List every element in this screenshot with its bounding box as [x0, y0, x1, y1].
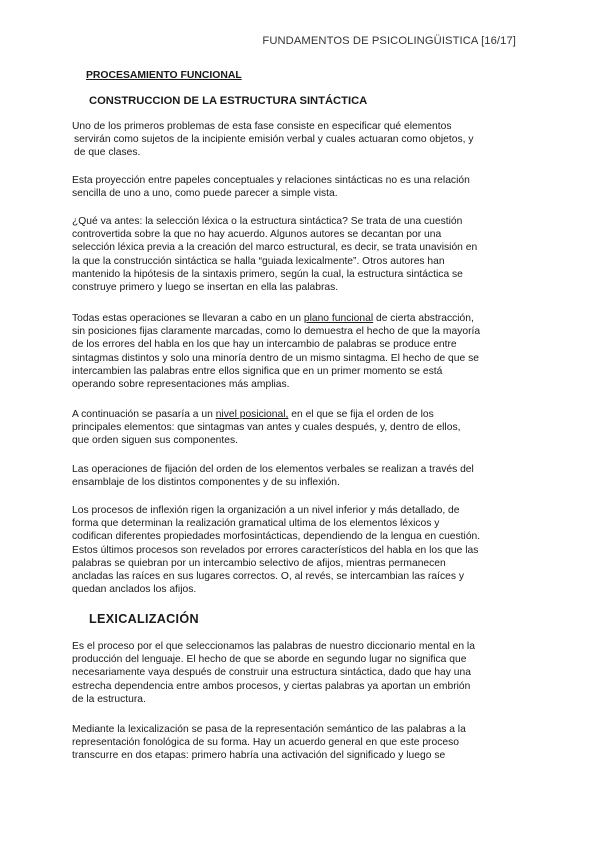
- paragraph-6: [72, 463, 532, 489]
- paragraph-line: Esta proyección entre papeles conceptuales y relaciones sintácticas no es una relación: [72, 175, 470, 186]
- paragraph-line: mantenido la hipótesis de la sintaxis primero, según la cual, la estructura sintáctica se: [72, 268, 463, 280]
- paragraph-line: que orden siguen sus componentes.: [72, 435, 239, 447]
- paragraph-line: necesariamente vaya después de construir una estructura sintáctica, dado que hay una: [72, 667, 471, 679]
- running-header: FUNDAMENTOS DE PSICOLINGÜISTICA [16/17]: [262, 35, 516, 47]
- paragraph-line: principales elementos: que sintagmas van antes y cuales después, y, dentro de ellos,: [72, 422, 461, 434]
- term-nivel-posicional: nivel posicional,: [215, 409, 289, 420]
- paragraph-line: Es el proceso por el que seleccionamos las palabras de nuestro diccionario mental en la: [72, 641, 475, 652]
- paragraph-text: de cierta abstracción,: [373, 313, 474, 324]
- paragraph-line: representación fonológica de su forma. Hay un acuerdo general en que este proceso: [72, 737, 459, 749]
- paragraph-line: ¿Qué va antes: la selección léxica o la estructura sintáctica? Se trata de una cuestión: [72, 216, 463, 227]
- paragraph-line: de la estructura.: [72, 693, 146, 705]
- lexicalizacion-paragraph-2: [72, 723, 532, 763]
- paragraph-line: palabras se quiebran por un intercambio selectivo de afijos, mientras permanecen: [72, 557, 446, 569]
- paragraph-line: Los procesos de inflexión rigen la organización a un nivel inferior y más detallado, de: [72, 505, 460, 516]
- section-heading: PROCESAMIENTO FUNCIONAL: [86, 70, 242, 81]
- paragraph-line: [72, 408, 532, 421]
- paragraph-7: [72, 504, 532, 596]
- paragraph-line: producción del lenguaje. El hecho de que se aborde en segundo lugar no significa que: [72, 654, 467, 666]
- paragraph-line: la que la construcción sintáctica se halla “guiada lexicalmente”. Otros autores han: [72, 255, 445, 267]
- paragraph-line: de que clases.: [74, 147, 141, 159]
- paragraph-text: Todas estas operaciones se llevaran a cabo en un: [72, 313, 304, 324]
- paragraph-line: intercambien las palabras entre ellos significa que en un primer momento se está: [72, 365, 443, 377]
- paragraph-line: sintagmas distintos y solo una minoría dentro de un mismo sintagma. El hecho de que se: [72, 352, 479, 364]
- paragraph-5: [72, 408, 532, 448]
- paragraph-4: [72, 312, 532, 391]
- paragraph-text: en el que se fija el orden de los: [288, 409, 434, 420]
- paragraph-line: controvertida sobre la que no hay acuerdo. Algunos autores se decantan por una: [72, 229, 442, 241]
- lexicalizacion-heading: LEXICALIZACIÓN: [89, 612, 199, 626]
- paragraph-line: sin posiciones fijas claramente marcadas, como lo demuestra el hecho de que la mayoría: [72, 326, 481, 338]
- paragraph-line: ensamblaje de los distintos componentes y de su inflexión.: [72, 477, 340, 489]
- lexicalizacion-paragraph-1: [72, 640, 532, 706]
- paragraph-line: Estos últimos procesos son revelados por errores característicos del habla en los que las: [72, 544, 479, 556]
- paragraph-line: construye primero y luego se insertan en ella las palabras.: [72, 282, 339, 294]
- paragraph-line: Uno de los primeros problemas de esta fase consiste en especificar qué elementos: [72, 121, 452, 132]
- paragraph-line: estrecha dependencia entre ambos procesos, y ciertas palabras ya aportan un embrión: [72, 680, 471, 692]
- term-plano-funcional: plano funcional: [303, 313, 374, 324]
- paragraph-line: forma que determinan la realización gramatical ultima de los elementos léxicos y: [72, 518, 440, 530]
- paragraph-line: quedan anclados los afijos.: [72, 584, 197, 596]
- paragraph-3: [72, 215, 532, 294]
- paragraph-text: A continuación se pasaría a un: [72, 409, 216, 420]
- section-subheading: CONSTRUCCION DE LA ESTRUCTURA SINTÁCTICA: [89, 95, 368, 107]
- paragraph-line: de los errores del habla en los que hay un intercambio de palabras se produce entre: [72, 339, 457, 351]
- paragraph-line: Mediante la lexicalización se pasa de la representación semántico de las palabras a la: [72, 724, 466, 735]
- paragraph-1: [72, 120, 532, 160]
- paragraph-line: [72, 312, 532, 325]
- paragraph-line: sencilla de uno a uno, como puede parecer a simple vista.: [72, 188, 338, 200]
- paragraph-2: [72, 174, 532, 200]
- paragraph-line: Las operaciones de fijación del orden de los elementos verbales se realizan a través del: [72, 464, 474, 475]
- paragraph-line: servirán como sujetos de la incipiente emisión verbal y cuales actuaran como objetos, y: [74, 134, 474, 146]
- paragraph-line: operando sobre representaciones más amplias.: [72, 379, 290, 391]
- paragraph-line: selección léxica previa a la creación del marco estructural, es decir, se trata unavisión en: [72, 242, 478, 254]
- paragraph-line: codifican diferentes propiedades morfosintácticas, dependiendo de la lengua en cuestión.: [72, 531, 481, 543]
- paragraph-line: ancladas las raíces en sus lugares correctos. O, al revés, se intercambian las raíces y: [72, 571, 465, 583]
- paragraph-line: transcurre en dos etapas: primero habría una activación del significado y luego se: [72, 750, 446, 762]
